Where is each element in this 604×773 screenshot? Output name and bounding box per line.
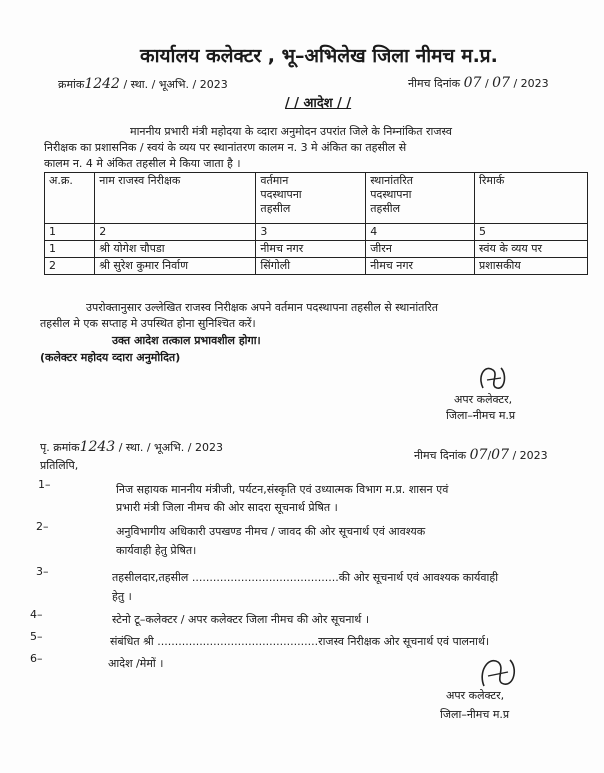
copy-item-1-line-2: प्रभारी मंत्री जिला नीमच की ओर सादरा सूचनार्थ प्रेषित । bbox=[116, 501, 338, 514]
copy-item-number: 1– bbox=[38, 478, 51, 491]
copy-item-number: 3– bbox=[36, 565, 49, 578]
table-row: 2 श्री सुरेश कुमार निर्वाण सिंगोली नीमच नगर प्रशासकीय bbox=[45, 258, 588, 275]
table-numbering-row: 1 2 3 4 5 bbox=[45, 224, 588, 241]
intro-line-1: माननीय प्रभारी मंत्री महोदया के व्दारा अनुमोदन उपरांत जिले के निम्नांकित राजस्व bbox=[130, 125, 452, 138]
body-line-2: तहसील मे एक सप्ताह मे उपस्थित होना सुनिश्चित करें। bbox=[40, 317, 256, 330]
signatory-district-2: जिला–नीमच म.प्र bbox=[440, 708, 510, 721]
signature-mark bbox=[478, 652, 522, 692]
signatory-title-1: अपर कलेक्टर, bbox=[454, 393, 513, 406]
order-reference: क्रमांक1242 / स्था. / भूअभि. / 2023 bbox=[58, 76, 228, 92]
copy-item-2-line-2: कार्यवाही हेतु प्रेषित। bbox=[116, 544, 197, 557]
copy-item-6-line-1: आदेश /मेमों । bbox=[108, 657, 164, 670]
header-transferred: स्थानांतरित पदस्थापना तहसील bbox=[366, 173, 475, 224]
header-current: वर्तमान पदस्थापना तहसील bbox=[256, 173, 366, 224]
intro-line-3: कालम न. 4 मे अंकित तहसील मे किया जाता है । bbox=[44, 157, 241, 170]
copy-date: नीमच दिनांक 07/07 / 2023 bbox=[414, 447, 548, 463]
intro-line-2: निरीक्षक का प्रशासनिक / स्वयं के व्यय पर स्थानांतरण कालम न. 3 मे अंकित का तहसील से bbox=[44, 141, 407, 154]
handwritten-copy-ref-number: 1243 bbox=[79, 439, 116, 455]
signatory-district-1: जिला–नीमच म.प्र bbox=[446, 409, 516, 422]
body-line-1: उपरोक्तानुसार उल्लेखित राजस्व निरीक्षक अपने वर्तमान पदस्थापना तहसील से स्थानांतरित bbox=[86, 301, 439, 314]
copy-label: प्रतिलिपि, bbox=[40, 459, 79, 472]
signature-mark bbox=[475, 362, 511, 394]
copy-item-number: 4– bbox=[30, 608, 43, 621]
office-title: कार्यालय कलेक्टर , भू–अभिलेख जिला नीमच म.प्र. bbox=[140, 45, 498, 67]
handwritten-copy-date-day: 07 bbox=[469, 447, 488, 463]
copy-item-3-line-2: हेतु । bbox=[112, 590, 132, 603]
copy-item-4-line-1: स्टेनो टू–कलेक्टर / अपर कलेक्टर जिला नीमच की ओर सूचनार्थ । bbox=[112, 613, 369, 626]
approval-line: (कलेक्टर महोदय व्दारा अनुमोदित) bbox=[40, 351, 181, 364]
table-row: 1 श्री योगेश चौपडा नीमच नगर जीरन स्वंय के व्यय पर bbox=[45, 241, 588, 258]
handwritten-copy-date-month: 07 bbox=[491, 447, 509, 463]
header-name: नाम राजस्व निरीक्षक bbox=[95, 173, 256, 224]
copy-item-1-line-1: निज सहायक माननीय मंत्रीजी, पर्यटन,संस्कृति एवं उध्यात्मक विभाग म.प्र. शासन एवं bbox=[116, 483, 449, 496]
handwritten-date-month: 07 bbox=[492, 75, 510, 91]
copy-item-5-line-1: संबंधित श्री ..............................................राजस्व निरीक्षक ओर सूचनार्थ एवं पालनार्थ। bbox=[110, 635, 490, 648]
copy-item-number: 2– bbox=[36, 520, 49, 533]
effect-line: उक्त आदेश तत्काल प्रभावशील होगा। bbox=[112, 334, 261, 347]
copy-item-3-line-1: तहसीलदार,तहसील ..........................................की ओर सूचनार्थ एवं आवश्यक कार्यवाही bbox=[112, 571, 499, 584]
header-serial: अ.क्र. bbox=[45, 173, 95, 224]
transfer-table bbox=[44, 172, 588, 275]
signatory-title-2: अपर कलेक्टर, bbox=[446, 689, 505, 702]
copy-item-number: 5– bbox=[30, 630, 43, 643]
header-remark: रिमार्क bbox=[475, 173, 588, 224]
handwritten-date-day: 07 bbox=[463, 75, 482, 91]
copy-item-2-line-1: अनुविभागीय अधिकारी उपखण्ड नीमच / जावद की ओर सूचनार्थ एवं आवश्यक bbox=[116, 525, 426, 538]
order-date: नीमच दिनांक 07 / 07 / 2023 bbox=[408, 75, 549, 91]
table-header-row bbox=[45, 173, 588, 224]
order-heading: / / आदेश / / bbox=[285, 96, 352, 111]
handwritten-ref-number: 1242 bbox=[84, 76, 120, 92]
copy-reference: पृ. क्रमांक1243 / स्था. / भूअभि. / 2023 bbox=[40, 439, 223, 455]
copy-item-number: 6– bbox=[30, 652, 43, 665]
